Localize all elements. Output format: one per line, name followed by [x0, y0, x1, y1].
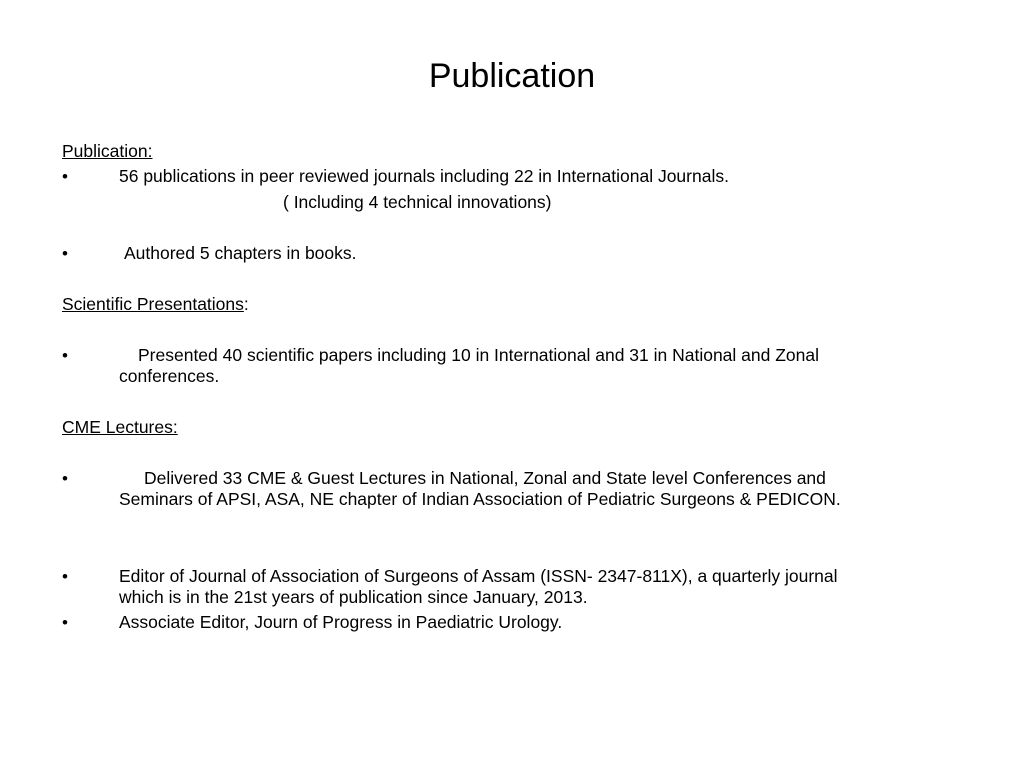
publication-item-1-line-1: 56 publications in peer reviewed journals including 22 in International Journals. — [119, 166, 729, 186]
section-heading-scientific-presentations — [62, 294, 249, 315]
presentations-item-1-line-1: Presented 40 scientific papers including 10 in International and 31 in National and Zonal — [138, 345, 820, 365]
publication-item-2: Authored 5 chapters in books. — [124, 243, 357, 263]
cme-item-1-line-1: Delivered 33 CME & Guest Lectures in National, Zonal and State level Conferences and — [144, 468, 826, 488]
section-heading-publication: Publication: — [62, 141, 153, 161]
bullet-icon: • — [62, 469, 68, 488]
bullet-icon: • — [62, 613, 68, 632]
bullet-icon: • — [62, 167, 68, 186]
section-heading-cme-lectures: CME Lectures: — [62, 417, 178, 437]
heading-colon: : — [243, 294, 249, 314]
publication-item-1-line-2: ( Including 4 technical innovations) — [283, 192, 552, 212]
bullet-icon: • — [62, 244, 68, 263]
cme-item-1-line-2: Seminars of APSI, ASA, NE chapter of Indian Association of Pediatric Surgeons & PEDICON. — [119, 489, 841, 509]
heading-text: Scientific Presentations — [62, 294, 244, 314]
bullet-icon: • — [62, 346, 68, 365]
editorial-item-1-line-2: which is in the 21st years of publication since January, 2013. — [119, 587, 588, 607]
slide-title: Publication — [428, 57, 596, 95]
presentations-item-1-line-2: conferences. — [119, 366, 220, 386]
bullet-icon: • — [62, 567, 68, 586]
editorial-item-1-line-1: Editor of Journal of Association of Surgeons of Assam (ISSN- 2347-811X), a quarterly journal — [119, 566, 838, 586]
editorial-item-2: Associate Editor, Journ of Progress in Paediatric Urology. — [119, 612, 563, 632]
